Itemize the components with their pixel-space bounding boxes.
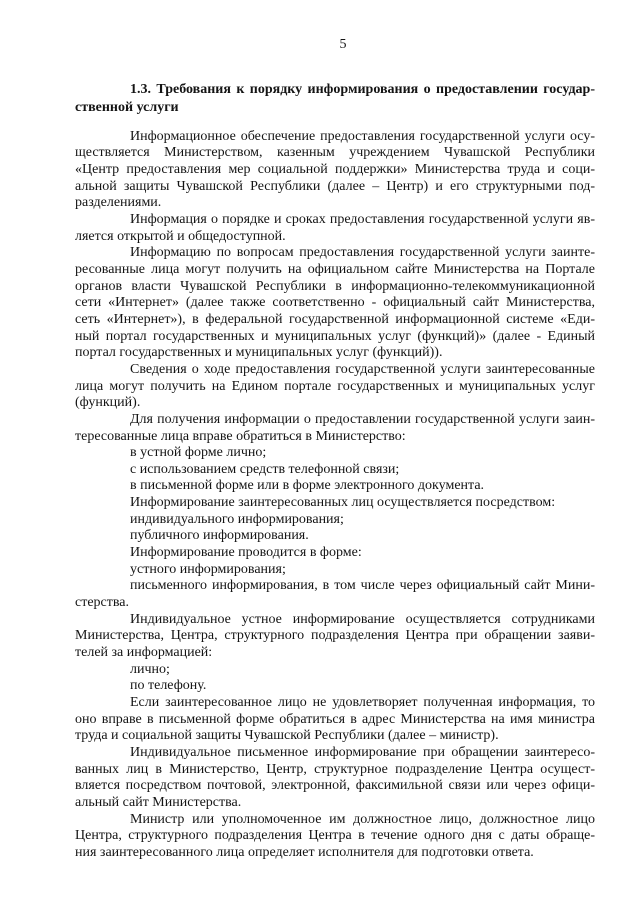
heading-line: ственной услуги [75,100,179,115]
text-line: Информация о порядке и сроках предоставления государственной услуги яв- [130,211,595,227]
paragraph [75,512,595,529]
paragraph [75,245,595,362]
text-line: письменного информирования, в том числе через официальный сайт Мини- [130,578,595,594]
text-line: сети «Интернет» (далее также соответственно - официальный сайт Министерства, [75,295,595,311]
text-line: публичного информирования. [130,528,309,544]
text-line: индивидуального информирования; [130,511,344,527]
text-line: в устной форме лично; [130,445,267,461]
paragraph [75,678,595,695]
text-line: Для получения информации о предоставлении государственной услуги заин- [130,411,595,427]
text-line: ванных лиц в Министерство, Центр, структурное подразделение Центра осущест- [75,761,595,777]
text-line: Министерства, Центра, структурного подразделения Центра при обращении заяви- [75,628,595,644]
text-line: Индивидуальное письменное информирование при обращении заинтересо- [130,744,595,760]
text-line: ресованные лица могут получить на официальном сайте Министерства на Портале [75,261,595,277]
text-line: органов власти Чувашской Республики в информационно-телекоммуникационной [75,278,595,294]
section-heading [75,81,595,117]
text-line: Индивидуальное устное информирование осуществляется сотрудниками [130,611,595,627]
paragraph [75,612,595,662]
text-line: альной защиты Чувашской Республики (далее – Центр) и его структурными под- [75,178,595,194]
text-line: оно вправе в письменной форме обратиться в адрес Министерства на имя министра [75,711,595,727]
text-line: (функций). [75,395,141,411]
text-line: ный портал государственных и муниципальных услуг (функций)» (далее - Единый [75,328,595,344]
paragraph [75,695,595,745]
text-line: сеть «Интернет»), в федеральной государственной информационной системе «Еди- [75,311,595,327]
text-line: лица могут получить на Едином портале государственных и муниципальных услуг [75,378,595,394]
paragraph [75,412,595,445]
text-line: разделениями. [75,195,162,211]
text-line: тересованные лица вправе обратиться в Министерство: [75,428,406,444]
text-line: Информирование заинтересованных лиц осуществляется посредством: [130,495,556,511]
text-line: с использованием средств телефонной связи; [130,461,400,477]
text-line: вляется посредством почтовой, электронной, факсимильной связи или через офици- [75,778,595,794]
text-line: альный сайт Министерства. [75,794,242,810]
text-line: телей за информацией: [75,645,213,661]
heading-line: 1.3. Требования к порядку информирования о предоставлении государ- [130,82,595,97]
text-line: ществляется Министерством, казенным учреждением Чувашской Республики [75,145,595,161]
text-line: портал государственных и муниципальных услуг (функций)). [75,345,443,361]
text-line: труда и социальной защиты Чувашской Республики (далее – министр). [75,728,499,744]
paragraph [75,362,595,412]
paragraph [75,812,595,862]
paragraph [75,129,595,212]
text-line: Информационное обеспечение предоставления государственной услуги осу- [130,128,595,144]
paragraph [75,462,595,479]
paragraph [75,745,595,812]
text-line: стерства. [75,595,130,611]
paragraph [75,478,595,495]
page-number: 5 [339,37,347,52]
document-body [75,129,595,862]
text-line: Информацию по вопросам предоставления государственной услуги заинте- [130,245,595,261]
text-line: по телефону. [130,678,207,694]
paragraph [75,545,595,562]
paragraph [75,578,595,611]
text-line: в письменной форме или в форме электронного документа. [130,478,485,494]
text-line: ляется открытой и общедоступной. [75,228,286,244]
paragraph [75,662,595,679]
paragraph [75,562,595,579]
paragraph [75,528,595,545]
text-line: ния заинтересованного лица определяет исполнителя для подготовки ответа. [75,844,534,860]
text-line: Центра, структурного подразделения Центра в течение одного дня с даты обраще- [75,828,595,844]
text-line: Министр или уполномоченное им должностное лицо, должностное лицо [130,811,595,827]
text-line: Информирование проводится в форме: [130,545,362,561]
paragraph [75,212,595,245]
text-line: Сведения о ходе предоставления государственной услуги заинтересованные [130,361,595,377]
text-line: устного информирования; [130,561,286,577]
paragraph [75,445,595,462]
text-line: «Центр предоставления мер социальной поддержки» Министерства труда и соци- [75,162,595,177]
text-line: лично; [130,661,170,677]
text-line: Если заинтересованное лицо не удовлетворяет полученная информация, то [130,695,595,710]
paragraph [75,495,595,512]
